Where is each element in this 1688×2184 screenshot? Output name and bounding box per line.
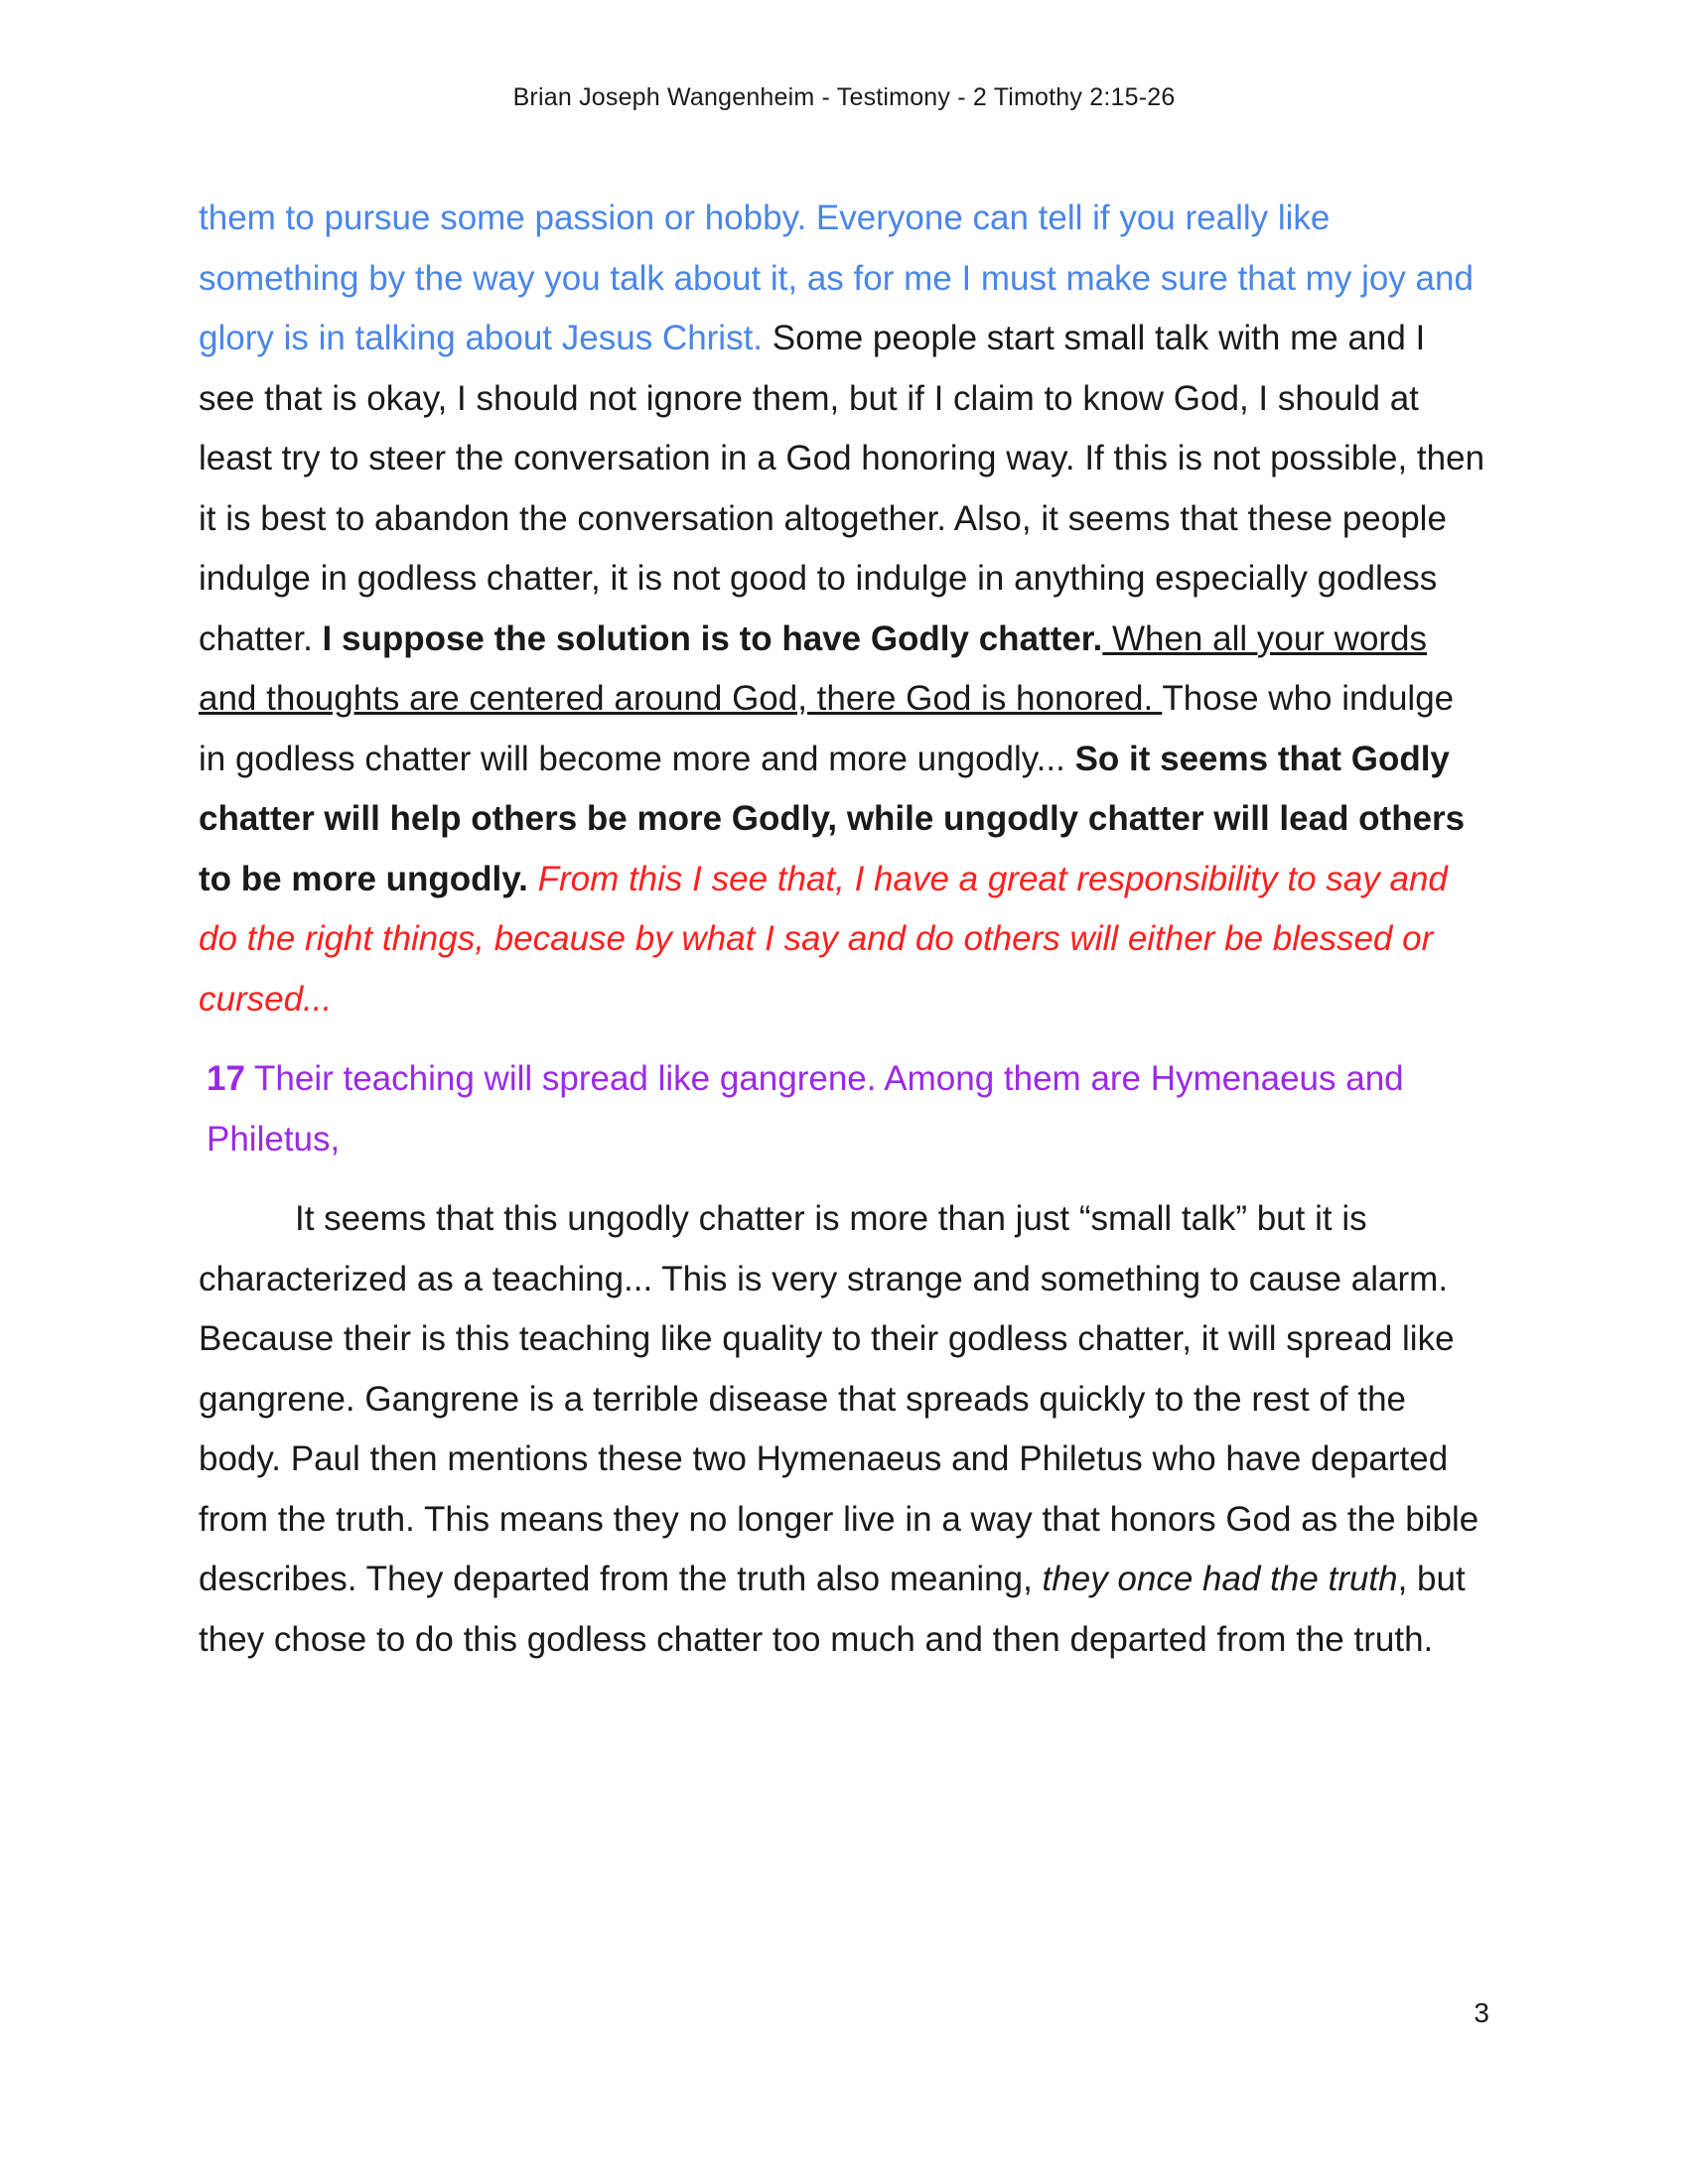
- bold-text: So it seems that Godly chatter will help others be more Godly, while ungodly chatter will lead others to be more ungodly.: [199, 739, 1466, 898]
- verse-number: 17: [207, 1059, 245, 1098]
- verse-text: Their teaching will spread like gangrene. Among them are Hymenaeus and Philetus,: [207, 1059, 1404, 1159]
- plain-text: It seems that this ungodly chatter is more than just “small talk” but it is characterized as a teaching... This is very strange and something to cause alarm. Because their is this teaching like quality to their godless chatter, it will spread like gangrene. Gangrene is a terrible disease that spreads quickly to the rest of the body. Paul then mentions these two Hymenaeus and Philetus who have departed from the truth. This means they no longer live in a way that honors God as the bible describes. They departed from the truth also meaning,: [199, 1199, 1479, 1598]
- bold-text: I suppose the solution is to have Godly chatter.: [322, 618, 1103, 658]
- plain-text: , but they chose to do this godless chatter too much and then departed from the truth.: [199, 1560, 1466, 1659]
- verse-17: [199, 1049, 1489, 1169]
- underlined-text: When all your words and thoughts are centered around God, there God is honored.: [199, 618, 1428, 718]
- red-italic-text: From this I see that, I have a great responsibility to say and do the right things, because by what I say and do others will either be blessed or cursed...: [199, 859, 1448, 1019]
- document-body: [199, 189, 1489, 1670]
- paragraph-reflection: [199, 189, 1489, 1029]
- paragraph-commentary: [199, 1189, 1489, 1670]
- blue-highlight-text: them to pursue some passion or hobby. Everyone can tell if you really like something by the way you talk about it, as for me I must make sure that my joy and glory is in talking about Jesus Christ.: [199, 199, 1474, 357]
- plain-text: Some people start small talk with me and I see that is okay, I should not ignore them, but if I claim to know God, I should at least try to steer the conversation in a God honoring way. If this is not possible, then it is best to abandon the conversation altogether. Also, it seems that these people indulge in godless chatter, it is not good to indulge in anything especially godless chatter.: [199, 319, 1485, 658]
- italic-text: they once had the truth: [1042, 1560, 1398, 1598]
- plain-text: Those who indulge in godless chatter will become more and more ungodly...: [199, 679, 1455, 778]
- page-header: Brian Joseph Wangenheim - Testimony - 2 Timothy 2:15-26: [512, 83, 1176, 111]
- page-number: 3: [1474, 1997, 1489, 2028]
